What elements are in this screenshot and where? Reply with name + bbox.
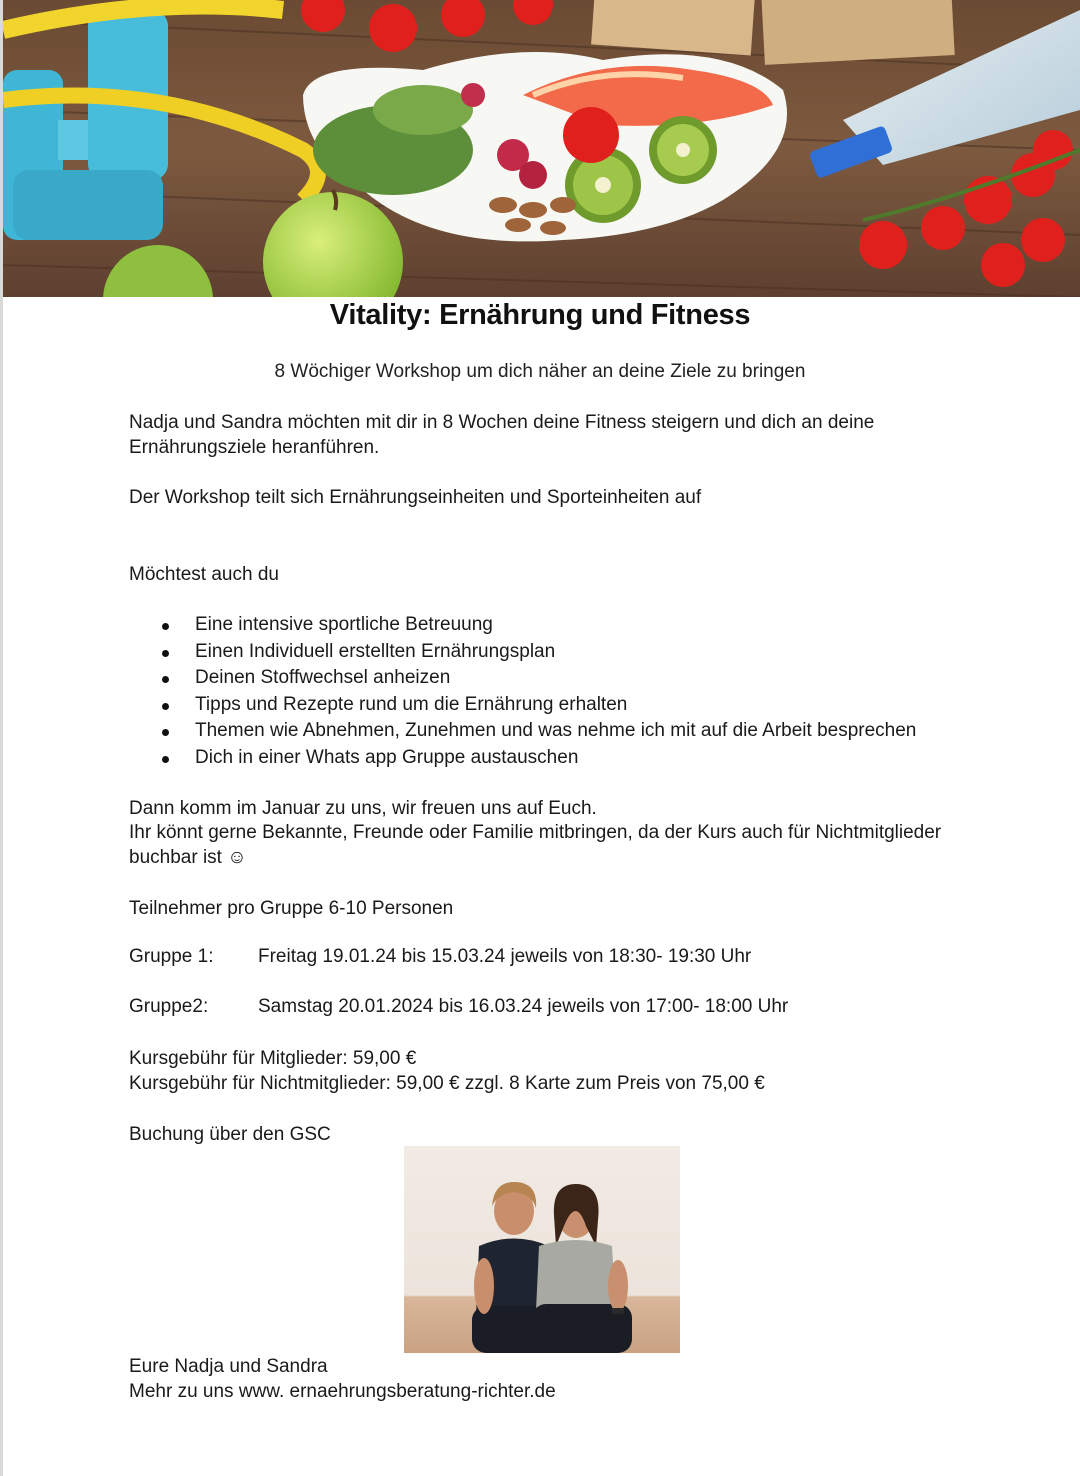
- list-item-text: Eine intensive sportliche Betreuung: [195, 614, 493, 635]
- bullet-icon: [162, 650, 169, 657]
- hero-image: [3, 0, 1080, 297]
- question-heading: Möchtest auch du: [129, 564, 279, 585]
- workshop-structure: Der Workshop teilt sich Ernährungseinheiten und Sporteinheiten auf: [129, 487, 702, 508]
- bullet-icon: [162, 703, 169, 710]
- bullet-icon: [162, 623, 169, 630]
- team-photo: [404, 1146, 680, 1353]
- intro-line-1: Nadja und Sandra möchten mit dir in 8 Wochen deine Fitness steigern und dich an deine: [129, 412, 875, 433]
- invite-line-2: Ihr könnt gerne Bekannte, Freunde oder Familie mitbringen, da der Kurs auch für Nichtmitglieder: [129, 822, 942, 843]
- group-1-schedule: Freitag 19.01.24 bis 15.03.24 jeweils von 18:30- 19:30 Uhr: [258, 946, 752, 967]
- group-2-schedule: Samstag 20.01.2024 bis 16.03.24 jeweils von 17:00- 18:00 Uhr: [258, 996, 789, 1017]
- list-item-text: Einen Individuell erstellten Ernährungsplan: [195, 640, 556, 662]
- participants-info: Teilnehmer pro Gruppe 6-10 Personen: [129, 898, 454, 919]
- document-title: Vitality: Ernährung und Fitness: [329, 299, 751, 331]
- invite-line-1: Dann komm im Januar zu uns, wir freuen uns auf Euch.: [129, 798, 597, 819]
- fee-members: Kursgebühr für Mitglieder: 59,00 €: [129, 1048, 417, 1069]
- intro-line-2: Ernährungsziele heranführen.: [129, 437, 380, 458]
- website-line: Mehr zu uns www. ernaehrungsberatung-richter.de: [129, 1381, 556, 1402]
- group-1-label: Gruppe 1:: [129, 946, 214, 967]
- bullet-icon: [162, 756, 169, 763]
- invite-line-3: buchbar ist ☺: [129, 847, 247, 868]
- signature: Eure Nadja und Sandra: [129, 1356, 328, 1377]
- document-subtitle: 8 Wöchiger Workshop um dich näher an deine Ziele zu bringen: [274, 361, 806, 382]
- booking-info: Buchung über den GSC: [129, 1124, 331, 1145]
- list-item-text: Tipps und Rezepte rund um die Ernährung erhalten: [195, 693, 628, 715]
- list-item-text: Deinen Stoffwechsel anheizen: [195, 667, 451, 689]
- group-2-label: Gruppe2:: [129, 996, 209, 1017]
- fee-non-members: Kursgebühr für Nichtmitglieder: 59,00 € zzgl. 8 Karte zum Preis von 75,00 €: [129, 1073, 765, 1094]
- bullet-icon: [162, 676, 169, 683]
- list-item-text: Dich in einer Whats app Gruppe austauschen: [195, 746, 579, 768]
- list-item-text: Themen wie Abnehmen, Zunehmen und was nehme ich mit auf die Arbeit besprechen: [195, 720, 917, 742]
- bullet-icon: [162, 729, 169, 736]
